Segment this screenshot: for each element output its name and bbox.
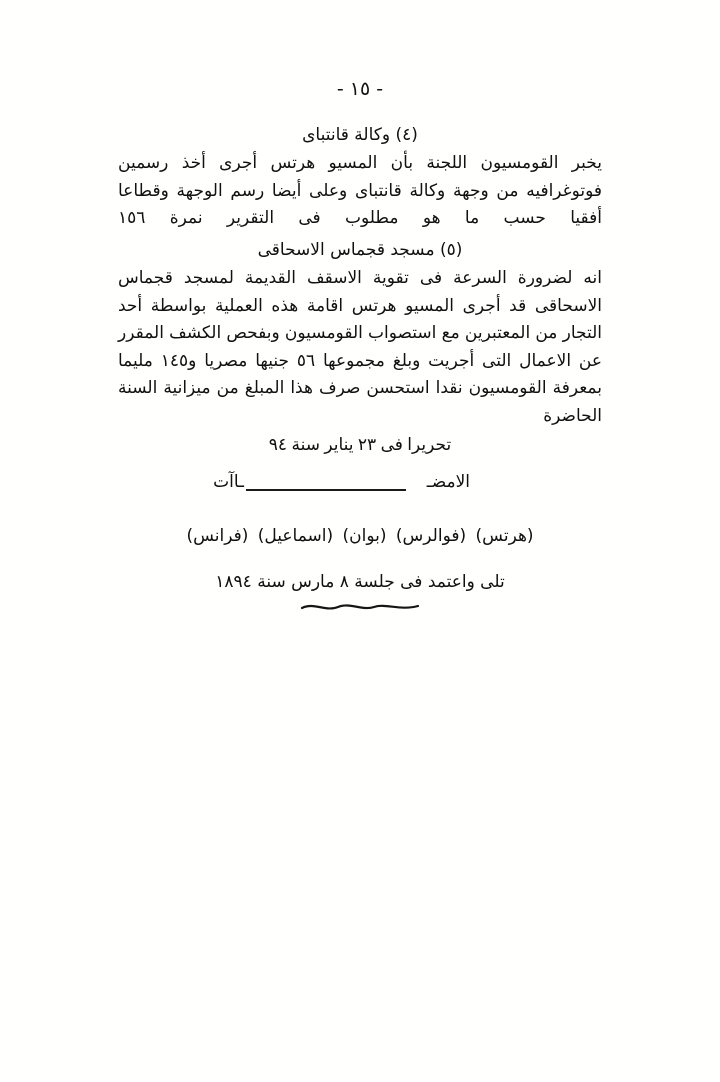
section-5-paragraph: انه لضرورة السرعة فى تقوية الاسقف القديمة لمسجد قجماس الاسحاقى قد أجرى المسيو هرتس اقامة هذه العملية بواسطة أحد التجار من المعتبرين مع استصواب القومسيون وبفحص الكشف المقرر عن الاعمال التى أجريت وبلغ مجموعها ٥٦ جنيها مصريا و١٤٥ مليما بمعرفة القومسيون نقدا استحسن صرف هذا المبلغ من ميزانية السنة الحاضرة [118,268,602,426]
signatories-row: (هرتس) (فوالرس) (بوان) (اسماعيل) (فرانس) [186,526,534,546]
section-4-paragraph: يخبر القومسيون اللجنة بأن المسيو هرتس أجرى أخذ رسمين فوتوغرافيه من وجهة وكالة قانتباى وعلى أيضا رسم الوجهة وقطاعا أفقيا حسب ما هو مطلوب فى التقرير نمرة ١٥٦ [118,153,602,229]
wavy-rule-ornament [0,598,720,617]
signature-label: الامضـ [426,472,470,492]
signature-line [118,472,602,500]
signature-rule [246,489,406,491]
section-heading-4: (٤) وكالة قانتباى [302,125,418,145]
page-number: - ١٥ - [336,78,384,100]
signature-label-suffix: ـاآت [213,472,244,492]
section-5-date-line: تحريرا فى ٢٣ يناير سنة ٩٤ [268,435,452,456]
document-text-block [118,118,602,592]
closing-note: تلى واعتمد فى جلسة ٨ مارس سنة ١٨٩٤ [215,572,505,592]
section-heading-5: (٥) مسجد قجماس الاسحاقى [257,239,463,260]
